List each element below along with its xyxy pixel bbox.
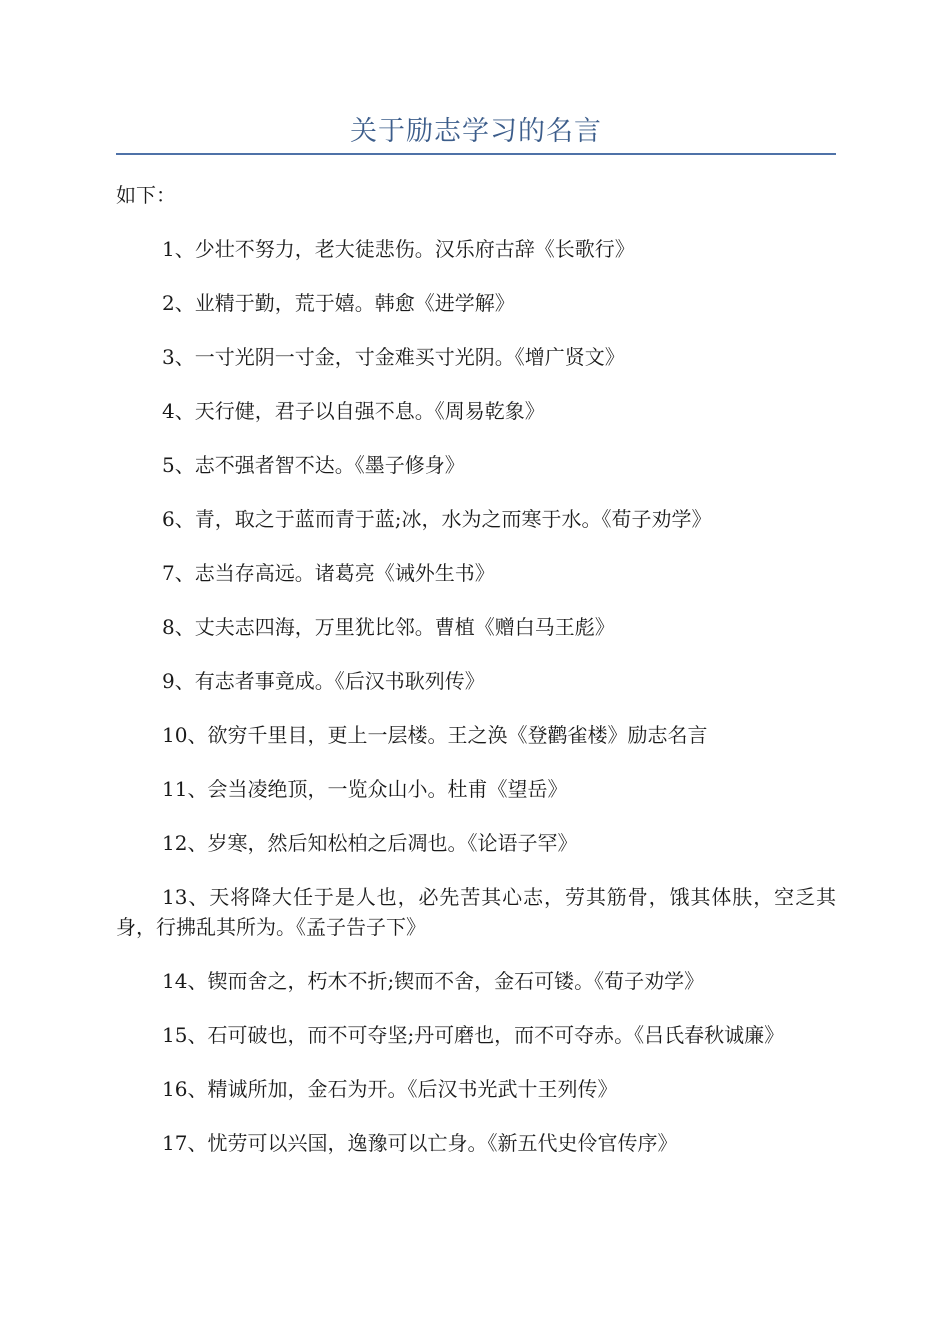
quote-item: 9、有志者事竟成。《后汉书耿列传》: [162, 669, 485, 693]
quote-item: 6、青，取之于蓝而青于蓝;冰，水为之而寒于水。《荀子劝学》: [162, 507, 712, 531]
quote-item: 7、志当存高远。诸葛亮《诫外生书》: [162, 561, 495, 585]
quote-item: 17、忧劳可以兴国，逸豫可以亡身。《新五代史伶官传序》: [162, 1131, 678, 1155]
quote-item: 5、志不强者智不达。《墨子修身》: [162, 453, 465, 477]
quote-item: 8、丈夫志四海，万里犹比邻。曹植《赠白马王彪》: [162, 615, 615, 639]
intro-text: 如下：: [116, 183, 176, 207]
quote-item: 16、精诚所加，金石为开。《后汉书光武十王列传》: [162, 1077, 618, 1101]
quote-item: 12、岁寒，然后知松柏之后凋也。《论语子罕》: [162, 831, 578, 855]
quote-item: 11、会当凌绝顶，一览众山小。杜甫《望岳》: [162, 777, 568, 801]
quote-list: [116, 234, 836, 1182]
quote-item: 1、少壮不努力，老大徒悲伤。汉乐府古辞《长歌行》: [162, 237, 635, 261]
quote-item: 14、锲而舍之，朽木不折;锲而不舍，金石可镂。《荀子劝学》: [162, 969, 705, 993]
title-underline: [116, 153, 836, 155]
quote-item: 4、天行健，君子以自强不息。《周易乾象》: [162, 399, 545, 423]
quote-item: 10、欲穷千里目，更上一层楼。王之涣《登鹳雀楼》励志名言: [162, 723, 708, 747]
quote-item: 3、一寸光阴一寸金，寸金难买寸光阴。《增广贤文》: [162, 345, 625, 369]
document-title: 关于励志学习的名言: [350, 116, 602, 147]
quote-item: 2、业精于勤，荒于嬉。韩愈《进学解》: [162, 291, 515, 315]
quote-item: 13、天将降大任于是人也，必先苦其心志，劳其筋骨，饿其体肤，空乏其身，行拂乱其所为。《孟子告子下》: [116, 885, 836, 939]
quote-item: 15、石可破也，而不可夺坚;丹可磨也，而不可夺赤。《吕氏春秋诚廉》: [162, 1023, 785, 1047]
